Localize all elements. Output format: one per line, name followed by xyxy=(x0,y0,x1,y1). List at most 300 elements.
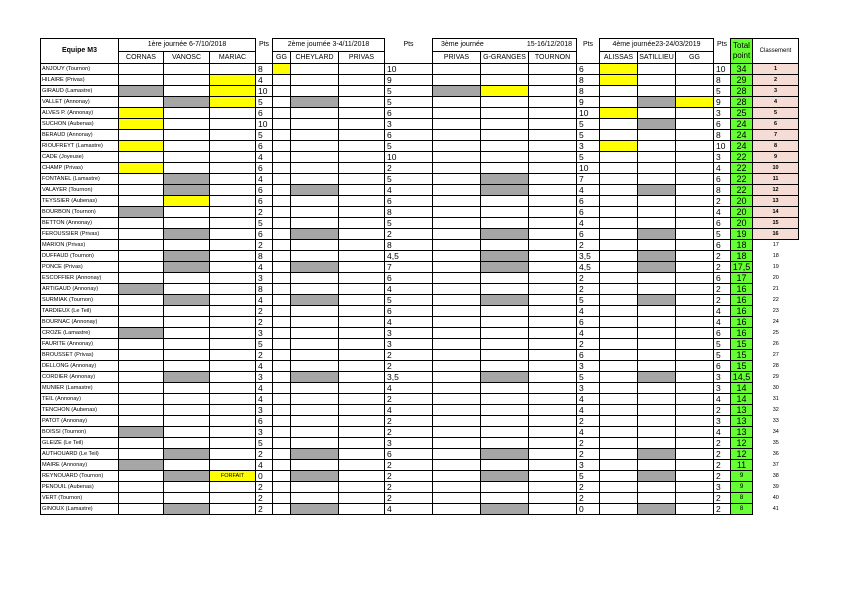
venue-cell xyxy=(600,372,638,383)
venue-cell xyxy=(339,372,385,383)
day-points: 2 xyxy=(714,196,731,207)
venue-cell xyxy=(638,361,676,372)
day-points: 2 xyxy=(577,273,600,284)
venue-cell xyxy=(210,482,256,493)
venue-cell xyxy=(638,75,676,86)
total-points: 14 xyxy=(731,394,753,405)
venue-cell xyxy=(119,207,164,218)
day-points: 2 xyxy=(577,493,600,504)
venue-cell xyxy=(481,185,529,196)
venue-cell xyxy=(291,262,339,273)
total-points: 14 xyxy=(731,383,753,394)
venue-cell xyxy=(339,493,385,504)
venue-cell xyxy=(273,449,291,460)
venue-cell xyxy=(638,504,676,515)
venue-cell xyxy=(119,328,164,339)
day-points: 0 xyxy=(577,504,600,515)
day-points: 2 xyxy=(256,482,273,493)
rank-cell: 7 xyxy=(753,130,799,141)
venue-cell xyxy=(433,108,481,119)
table-row xyxy=(41,504,799,515)
total-points: 22 xyxy=(731,163,753,174)
venue-cell xyxy=(529,119,577,130)
day-points: 9 xyxy=(385,75,433,86)
venue-cell xyxy=(119,251,164,262)
venue-cell xyxy=(433,86,481,97)
day-points: 6 xyxy=(714,218,731,229)
player-name: GINOUX (Lamastre) xyxy=(41,504,119,515)
venue-cell xyxy=(164,383,210,394)
day-points: 4 xyxy=(577,394,600,405)
venue-cell xyxy=(210,460,256,471)
venue-cell xyxy=(600,504,638,515)
venue-cell xyxy=(273,229,291,240)
total-points: 34 xyxy=(731,64,753,75)
rank-cell: 5 xyxy=(753,108,799,119)
day-points: 6 xyxy=(256,108,273,119)
venue-cell xyxy=(339,251,385,262)
venue-cell xyxy=(481,97,529,108)
venue-cell xyxy=(600,119,638,130)
day-points: 7 xyxy=(385,262,433,273)
venue-cell xyxy=(600,328,638,339)
venue-cell xyxy=(339,383,385,394)
rank-cell: 36 xyxy=(772,451,779,457)
table-row xyxy=(41,251,799,262)
venue-cell xyxy=(291,97,339,108)
venue-cell xyxy=(164,504,210,515)
day-points: 10 xyxy=(577,108,600,119)
venue-cell xyxy=(210,350,256,361)
venue-cell xyxy=(638,108,676,119)
venue-cell xyxy=(529,86,577,97)
day-points: 2 xyxy=(385,394,433,405)
venue-cell xyxy=(339,273,385,284)
day-points: 2 xyxy=(256,207,273,218)
player-name: PENOUIL (Aubenas) xyxy=(41,482,119,493)
day-points: 2 xyxy=(385,229,433,240)
venue-cell xyxy=(339,97,385,108)
total-points: 14,5 xyxy=(731,372,753,383)
total-points: 19 xyxy=(731,229,753,240)
day-points: 4 xyxy=(256,152,273,163)
venue-cell xyxy=(291,317,339,328)
venue-cell xyxy=(433,427,481,438)
venue-cell xyxy=(481,273,529,284)
venue-cell xyxy=(600,218,638,229)
day-points: 3 xyxy=(256,372,273,383)
day-points: 2 xyxy=(256,449,273,460)
day-points: 6 xyxy=(577,350,600,361)
day-points: 2 xyxy=(256,493,273,504)
day-points: 6 xyxy=(385,196,433,207)
venue-cell xyxy=(339,427,385,438)
venue-cell xyxy=(481,460,529,471)
venue-cell xyxy=(164,240,210,251)
venue-cell xyxy=(339,108,385,119)
day-points: 6 xyxy=(256,185,273,196)
day-points: 4 xyxy=(256,394,273,405)
venue-cell xyxy=(119,273,164,284)
table-row xyxy=(41,295,799,306)
day-points: 2 xyxy=(385,163,433,174)
venue-cell xyxy=(119,119,164,130)
venue-cell xyxy=(164,174,210,185)
venue-cell xyxy=(529,427,577,438)
venue-cell xyxy=(481,174,529,185)
venue-cell xyxy=(273,471,291,482)
venue-d1-2: VANOSC xyxy=(164,52,210,64)
day-points: 4 xyxy=(714,317,731,328)
venue-cell xyxy=(638,438,676,449)
venue-cell xyxy=(481,317,529,328)
day-points: 6 xyxy=(577,317,600,328)
venue-cell xyxy=(529,273,577,284)
venue-cell xyxy=(339,119,385,130)
day-points: 6 xyxy=(385,108,433,119)
player-name: BOURNAC (Annonay) xyxy=(41,317,119,328)
header-row-venues xyxy=(41,52,799,64)
venue-cell xyxy=(164,339,210,350)
venue-cell xyxy=(529,262,577,273)
venue-cell xyxy=(273,163,291,174)
venue-cell xyxy=(481,350,529,361)
venue-cell xyxy=(481,427,529,438)
day-points: 5 xyxy=(256,339,273,350)
day-points: 6 xyxy=(577,207,600,218)
rank-cell: 29 xyxy=(772,374,779,380)
table-row xyxy=(41,383,799,394)
venue-cell xyxy=(164,284,210,295)
venue-cell xyxy=(164,64,210,75)
venue-cell xyxy=(433,383,481,394)
day-points: 2 xyxy=(714,251,731,262)
venue-cell xyxy=(481,240,529,251)
classement-header: Classement xyxy=(753,39,799,64)
day-points: 10 xyxy=(385,152,433,163)
venue-cell xyxy=(339,185,385,196)
venue-d4-2: SATILLIEU xyxy=(638,52,676,64)
day-points: 3 xyxy=(714,152,731,163)
venue-cell xyxy=(291,64,339,75)
venue-cell xyxy=(529,504,577,515)
day-points: 8 xyxy=(256,64,273,75)
venue-cell xyxy=(210,284,256,295)
day-points: 3 xyxy=(714,383,731,394)
day-points: 4 xyxy=(577,218,600,229)
rank-cell: 35 xyxy=(772,440,779,446)
player-name: PATOT (Annonay) xyxy=(41,416,119,427)
venue-cell xyxy=(291,130,339,141)
venue-cell xyxy=(273,460,291,471)
venue-cell xyxy=(600,97,638,108)
rank-cell: 10 xyxy=(753,163,799,174)
day-points: 8 xyxy=(256,284,273,295)
day-points: 5 xyxy=(577,130,600,141)
venue-cell xyxy=(481,163,529,174)
venue-cell xyxy=(433,251,481,262)
venue-cell xyxy=(291,427,339,438)
venue-cell xyxy=(273,64,291,75)
total-points: 18 xyxy=(731,240,753,251)
venue-cell xyxy=(210,438,256,449)
day-points: 4 xyxy=(714,163,731,174)
venue-cell xyxy=(481,295,529,306)
total-points: 15 xyxy=(731,350,753,361)
venue-cell xyxy=(529,350,577,361)
venue-cell xyxy=(339,438,385,449)
day-points: 3 xyxy=(714,482,731,493)
venue-cell xyxy=(210,317,256,328)
venue-cell xyxy=(529,185,577,196)
venue-cell xyxy=(339,130,385,141)
venue-cell xyxy=(529,251,577,262)
rank-cell: 6 xyxy=(753,119,799,130)
venue-cell xyxy=(119,504,164,515)
venue-cell xyxy=(433,207,481,218)
total-points: 22 xyxy=(731,185,753,196)
venue-cell xyxy=(291,218,339,229)
day-points: 5 xyxy=(385,174,433,185)
venue-cell xyxy=(291,383,339,394)
venue-cell xyxy=(119,416,164,427)
venue-cell xyxy=(273,482,291,493)
venue-cell xyxy=(529,295,577,306)
table-row xyxy=(41,174,799,185)
table-row xyxy=(41,416,799,427)
venue-cell xyxy=(600,163,638,174)
day-points: 10 xyxy=(714,64,731,75)
total-points: 9 xyxy=(731,471,753,482)
venue-cell xyxy=(638,372,676,383)
venue-cell xyxy=(600,174,638,185)
venue-cell xyxy=(600,185,638,196)
venue-d3-1: PRIVAS xyxy=(433,52,481,64)
venue-cell xyxy=(638,185,676,196)
day-points: 4 xyxy=(577,427,600,438)
player-name: DELLONG (Annonay) xyxy=(41,361,119,372)
venue-cell xyxy=(273,284,291,295)
day-points: 2 xyxy=(256,317,273,328)
day-points: 5 xyxy=(256,218,273,229)
venue-cell xyxy=(164,482,210,493)
venue-cell xyxy=(273,196,291,207)
venue-cell xyxy=(119,174,164,185)
day-points: 4 xyxy=(385,185,433,196)
venue-cell xyxy=(164,97,210,108)
player-name: RIOUFREYT (Lamastre) xyxy=(41,141,119,152)
venue-cell xyxy=(291,152,339,163)
day-points: 2 xyxy=(256,350,273,361)
venue-cell xyxy=(638,152,676,163)
rank-cell: 26 xyxy=(772,341,779,347)
player-name: SURMIAK (Tournon) xyxy=(41,295,119,306)
venue-cell xyxy=(210,86,256,97)
venue-cell xyxy=(638,383,676,394)
venue-cell xyxy=(481,394,529,405)
day-points: 5 xyxy=(385,141,433,152)
venue-cell xyxy=(291,504,339,515)
rank-cell: 33 xyxy=(772,418,779,424)
venue-cell xyxy=(273,427,291,438)
venue-cell xyxy=(164,251,210,262)
venue-cell xyxy=(600,207,638,218)
table-row xyxy=(41,196,799,207)
venue-cell xyxy=(164,306,210,317)
venue-cell xyxy=(600,438,638,449)
day-points: 4 xyxy=(714,394,731,405)
venue-cell xyxy=(481,504,529,515)
rank-cell: 11 xyxy=(753,174,799,185)
rank-cell: 14 xyxy=(753,207,799,218)
venue-cell xyxy=(291,361,339,372)
venue-cell xyxy=(433,438,481,449)
player-name: BETTON (Annonay) xyxy=(41,218,119,229)
day-points: 2 xyxy=(385,416,433,427)
day-points: 2 xyxy=(714,438,731,449)
day-points: 4 xyxy=(577,328,600,339)
venue-cell xyxy=(210,141,256,152)
venue-cell xyxy=(291,207,339,218)
rank-cell: 12 xyxy=(753,185,799,196)
day-points: 3 xyxy=(577,460,600,471)
day-points: 8 xyxy=(577,75,600,86)
venue-cell xyxy=(529,152,577,163)
venue-cell xyxy=(481,119,529,130)
venue-cell xyxy=(339,229,385,240)
rank-cell: 15 xyxy=(753,218,799,229)
venue-cell xyxy=(600,108,638,119)
rank-cell: 37 xyxy=(772,462,779,468)
venue-cell xyxy=(529,317,577,328)
venue-cell xyxy=(638,295,676,306)
venue-cell xyxy=(210,218,256,229)
venue-cell xyxy=(291,196,339,207)
venue-cell xyxy=(481,141,529,152)
venue-cell xyxy=(433,350,481,361)
venue-cell xyxy=(119,317,164,328)
day-points: 5 xyxy=(577,152,600,163)
venue-cell xyxy=(119,284,164,295)
venue-cell xyxy=(676,97,714,108)
player-name: MARION (Privas) xyxy=(41,240,119,251)
table-row xyxy=(41,361,799,372)
venue-cell xyxy=(676,262,714,273)
venue-d3-3: TOURNON xyxy=(529,52,577,64)
venue-cell xyxy=(529,471,577,482)
venue-cell xyxy=(291,229,339,240)
venue-cell xyxy=(273,240,291,251)
venue-cell xyxy=(638,262,676,273)
venue-cell xyxy=(291,449,339,460)
day-points: 6 xyxy=(577,229,600,240)
venue-cell xyxy=(638,218,676,229)
total-points: 24 xyxy=(731,119,753,130)
total-points: 13 xyxy=(731,405,753,416)
day-points: 6 xyxy=(714,328,731,339)
venue-cell xyxy=(600,394,638,405)
pts-header-2: Pts xyxy=(385,39,433,52)
venue-cell xyxy=(273,328,291,339)
venue-cell xyxy=(481,251,529,262)
venue-cell xyxy=(339,218,385,229)
venue-cell xyxy=(481,405,529,416)
venue-cell xyxy=(529,218,577,229)
day-points: 8 xyxy=(714,185,731,196)
venue-cell xyxy=(339,262,385,273)
player-name: BERAUD (Annonay) xyxy=(41,130,119,141)
day-points: 2 xyxy=(714,504,731,515)
venue-cell xyxy=(676,64,714,75)
venue-cell xyxy=(481,196,529,207)
venue-cell xyxy=(600,251,638,262)
day-points: 3 xyxy=(577,383,600,394)
total-points: 24 xyxy=(731,141,753,152)
venue-cell xyxy=(164,218,210,229)
venue-cell xyxy=(164,141,210,152)
venue-cell xyxy=(339,416,385,427)
table-row xyxy=(41,229,799,240)
venue-cell xyxy=(210,394,256,405)
venue-cell xyxy=(676,86,714,97)
venue-cell xyxy=(119,229,164,240)
day-points: 8 xyxy=(385,240,433,251)
venue-cell xyxy=(164,416,210,427)
venue-cell xyxy=(291,350,339,361)
day-points: 2 xyxy=(385,493,433,504)
venue-cell xyxy=(638,394,676,405)
venue-cell xyxy=(433,262,481,273)
day-points: 5 xyxy=(385,295,433,306)
total-points: 11 xyxy=(731,460,753,471)
venue-cell xyxy=(529,438,577,449)
day-points: 4 xyxy=(256,295,273,306)
venue-cell xyxy=(600,273,638,284)
pts-header-4: Pts xyxy=(714,39,731,52)
venue-cell xyxy=(676,394,714,405)
venue-cell xyxy=(433,394,481,405)
venue-cell xyxy=(339,152,385,163)
venue-cell xyxy=(638,284,676,295)
total-points: 13 xyxy=(731,427,753,438)
venue-cell xyxy=(638,482,676,493)
venue-cell xyxy=(600,262,638,273)
day-points: 2 xyxy=(385,482,433,493)
day-points: 2 xyxy=(577,416,600,427)
venue-cell xyxy=(119,295,164,306)
venue-cell xyxy=(210,383,256,394)
venue-cell xyxy=(273,493,291,504)
venue-cell xyxy=(600,427,638,438)
venue-cell xyxy=(638,97,676,108)
venue-cell xyxy=(676,372,714,383)
venue-cell xyxy=(339,361,385,372)
venue-cell xyxy=(273,339,291,350)
total-points: 24 xyxy=(731,130,753,141)
day-points: 6 xyxy=(577,196,600,207)
venue-cell xyxy=(339,306,385,317)
venue-cell xyxy=(676,416,714,427)
venue-cell xyxy=(273,108,291,119)
rank-cell: 41 xyxy=(772,506,779,512)
venue-cell xyxy=(164,185,210,196)
venue-d2-1: GG xyxy=(273,52,291,64)
venue-cell xyxy=(638,251,676,262)
table-row xyxy=(41,86,799,97)
rank-cell: 22 xyxy=(772,297,779,303)
venue-cell xyxy=(433,295,481,306)
day-points: 2 xyxy=(714,471,731,482)
